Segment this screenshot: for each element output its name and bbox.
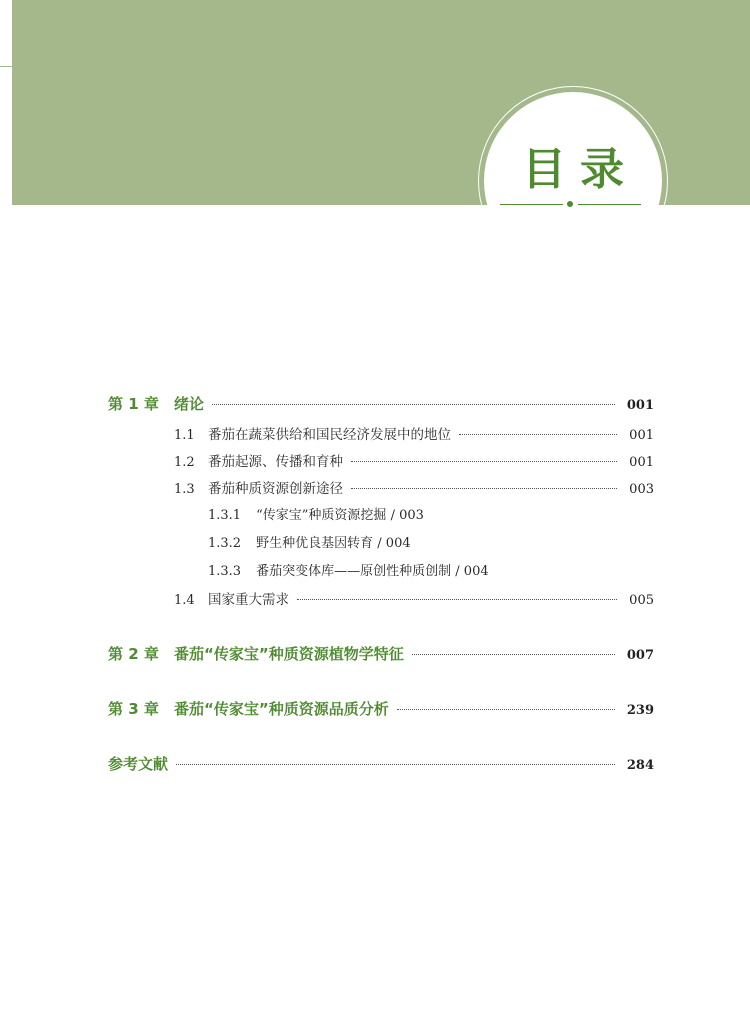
dot-leader [176, 764, 615, 765]
page-number: 001 [626, 398, 654, 413]
page-number: 284 [626, 758, 654, 773]
subsection-title: 番茄突变体库——原创性种质创制 [256, 564, 452, 579]
section-title: 番茄种质资源创新途径 [208, 481, 343, 497]
chapter-number: 第 1 章 [108, 395, 159, 413]
section-title: 国家重大需求 [208, 592, 289, 608]
toc-entry-section-1-4[interactable] [174, 588, 654, 612]
toc-entry-subsection-1-3-3[interactable] [208, 560, 489, 584]
page-number: / 004 [455, 564, 489, 579]
toc-entry-section-1-2[interactable] [174, 450, 654, 474]
page-number: / 004 [377, 536, 411, 551]
chapter-number: 第 2 章 [108, 645, 159, 663]
section-number: 1.2 [174, 455, 195, 470]
chapter-title: 番茄“传家宝”种质资源品质分析 [174, 700, 389, 718]
subsection-number: 1.3.2 [208, 536, 242, 551]
page-number: 239 [626, 703, 654, 718]
subsection-number: 1.3.3 [208, 564, 242, 579]
toc-entry-section-1-3[interactable] [174, 477, 654, 501]
dot-leader [212, 404, 615, 405]
toc-entry-chapter-3[interactable] [108, 697, 654, 721]
toc-entry-chapter-2[interactable] [108, 642, 654, 666]
chapter-title: 番茄“传家宝”种质资源植物学特征 [174, 645, 404, 663]
page-number: 005 [629, 593, 654, 608]
page-number: 001 [629, 455, 654, 470]
section-number: 1.3 [174, 482, 195, 497]
section-number: 1.4 [174, 593, 195, 608]
page-number: / 003 [390, 508, 424, 523]
chapter-title: 绪论 [174, 395, 205, 413]
section-title: 番茄在蔬菜供给和国民经济发展中的地位 [208, 427, 451, 443]
toc-entry-subsection-1-3-1[interactable] [208, 504, 424, 528]
page-number: 003 [629, 482, 654, 497]
dot-leader [351, 461, 617, 462]
references-title: 参考文献 [108, 755, 169, 773]
page-number: 001 [629, 428, 654, 443]
page-title: 目录 [522, 144, 638, 195]
dot-leader [412, 654, 615, 655]
subsection-title: “传家宝”种质资源挖掘 [256, 508, 387, 523]
dot-leader [459, 434, 617, 435]
chapter-number: 第 3 章 [108, 700, 159, 718]
toc-entry-section-1-1[interactable] [174, 423, 654, 447]
section-number: 1.1 [174, 428, 195, 443]
section-title: 番茄起源、传播和育种 [208, 454, 343, 470]
subsection-number: 1.3.1 [208, 508, 242, 523]
dot-leader [397, 709, 615, 710]
toc-entry-references[interactable] [108, 752, 654, 776]
dot-leader [297, 599, 617, 600]
toc-entry-chapter-1[interactable] [108, 392, 654, 416]
dot-leader [351, 488, 617, 489]
subsection-title: 野生种优良基因转育 [256, 536, 374, 551]
toc-entry-subsection-1-3-2[interactable] [208, 532, 411, 556]
page-number: 007 [626, 648, 654, 663]
